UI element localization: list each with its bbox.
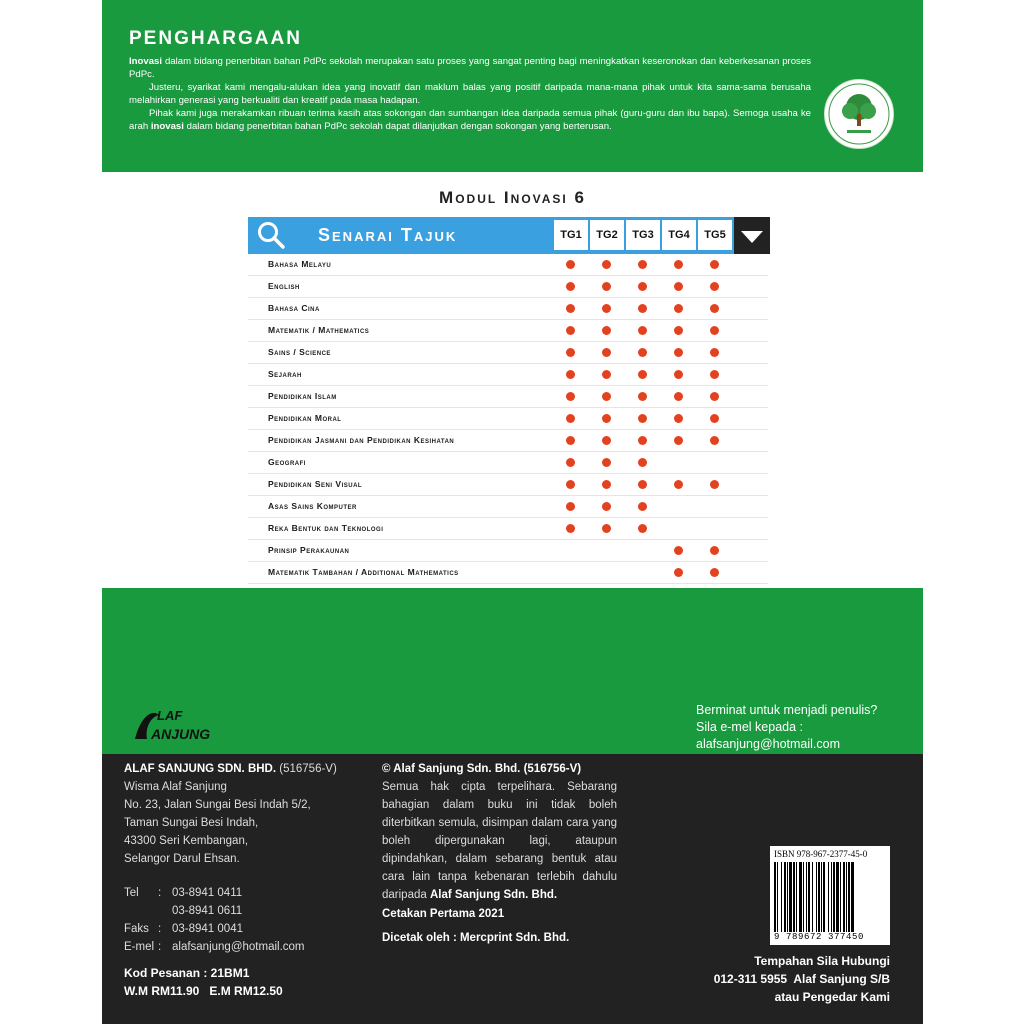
fax-row (124, 920, 305, 938)
table-row (248, 518, 768, 540)
address-line: Selangor Darul Ehsan. (124, 853, 240, 865)
subject-label: Pendidikan Islam (268, 391, 337, 401)
acknowledgement-panel (102, 0, 923, 172)
availability-dot (710, 414, 719, 423)
barcode-bar (816, 862, 817, 932)
availability-dot (566, 260, 575, 269)
topic-table-title: Senarai Tajuk (318, 225, 458, 245)
availability-dot (602, 326, 611, 335)
barcode-bar (787, 862, 788, 932)
separator: : (158, 887, 162, 899)
availability-dot (566, 502, 575, 511)
availability-dot (674, 348, 683, 357)
subject-label: Reka Bentuk dan Teknologi (268, 523, 384, 533)
availability-dot (566, 436, 575, 445)
acknowledgement-body (129, 55, 811, 133)
availability-dot (710, 348, 719, 357)
barcode-bar (823, 862, 825, 932)
availability-dot (602, 414, 611, 423)
barcode-bar (806, 862, 807, 932)
email-row (124, 938, 305, 956)
availability-dot (638, 282, 647, 291)
availability-dot (602, 436, 611, 445)
table-row (248, 562, 768, 584)
availability-dot (566, 348, 575, 357)
availability-dot (638, 436, 647, 445)
tel-label: Tel (124, 887, 139, 899)
acknowledgement-text-3b: dalam bidang penerbitan bahan PdPc sekolah dapat dilanjutkan dengan sokongan yang berterusan. (183, 121, 612, 132)
availability-dot (602, 480, 611, 489)
module-title: Modul Inovasi 6 (439, 188, 586, 207)
subject-label: Bahasa Melayu (268, 259, 332, 269)
topic-table-body (248, 254, 768, 584)
address-line: 43300 Seri Kembangan, (124, 835, 249, 847)
availability-dot (638, 524, 647, 533)
column-header-tg2: TG2 (590, 220, 624, 250)
barcode-bar (851, 862, 854, 932)
arrow-down-icon (734, 217, 770, 254)
barcode-bar (821, 862, 822, 932)
barcode-bars (774, 862, 886, 932)
acknowledgement-text-1: dalam bidang penerbitan bahan PdPc sekolah merupakan satu proses yang sangat penting bagi meningkatkan keseronokan dan keberkesanan proses PdPc. (129, 56, 811, 80)
barcode-bar (796, 862, 797, 932)
order-contact (714, 952, 890, 1006)
availability-dot (602, 370, 611, 379)
availability-dot (566, 392, 575, 401)
availability-dot (710, 392, 719, 401)
availability-dot (674, 304, 683, 313)
barcode-bar (793, 862, 795, 932)
acknowledgement-paragraph-2: Justeru, syarikat kami mengalu-alukan idea yang inovatif dan maklum balas yang positif daripada mana-mana pihak untuk kita sama-sama berusaha melahirkan generasi yang berkualiti dan kreatif pada masa hadapan. (129, 82, 811, 106)
order-price: W.M RM11.90 E.M RM12.50 (124, 984, 283, 998)
availability-dot (638, 260, 647, 269)
availability-dot (674, 436, 683, 445)
inovasi-bold: Inovasi (129, 56, 163, 67)
barcode-bar (831, 862, 832, 932)
barcode-bar (828, 862, 829, 932)
barcode-bar (840, 862, 841, 932)
fax-label: Faks (124, 923, 149, 935)
table-row (248, 364, 768, 386)
tree-seal-logo (824, 79, 894, 149)
availability-dot (638, 502, 647, 511)
separator: : (158, 941, 162, 953)
availability-dot (710, 304, 719, 313)
availability-dot (638, 370, 647, 379)
table-row (248, 408, 768, 430)
barcode-bar (774, 862, 776, 932)
subject-label: English (268, 281, 300, 291)
availability-dot (710, 370, 719, 379)
order-contact-line1: Tempahan Sila Hubungi (754, 954, 890, 968)
availability-dot (602, 502, 611, 511)
availability-dot (674, 480, 683, 489)
availability-dot (566, 370, 575, 379)
acknowledgement-paragraph-3 (129, 107, 811, 133)
table-row (248, 496, 768, 518)
barcode-bar (836, 862, 839, 932)
writer-email[interactable]: alafsanjung@hotmail.com (696, 737, 841, 751)
availability-dot (710, 436, 719, 445)
availability-dot (674, 546, 683, 555)
tel-row (124, 884, 305, 902)
isbn-label: ISBN 978-967-2377-45-0 (774, 849, 868, 859)
order-code: Kod Pesanan : 21BM1 (124, 966, 250, 980)
writer-question: Berminat untuk menjadi penulis? (696, 703, 878, 717)
subject-label: Geografi (268, 457, 306, 467)
copyright-notice (382, 760, 617, 904)
subject-label: Pendidikan Jasmani dan Pendidikan Kesihatan (268, 435, 455, 445)
topic-table (248, 217, 768, 584)
availability-dot (638, 414, 647, 423)
availability-dot (638, 304, 647, 313)
company-name-line (124, 760, 337, 778)
availability-dot (638, 348, 647, 357)
subject-label: Pendidikan Moral (268, 413, 342, 423)
writer-instruction: Sila e-mel kepada : (696, 720, 804, 734)
availability-dot (710, 568, 719, 577)
availability-dot (674, 370, 683, 379)
availability-dot (638, 392, 647, 401)
tel-number: 03-8941 0611 (172, 905, 243, 917)
search-icon (256, 220, 286, 250)
availability-dot (602, 392, 611, 401)
address-line: Taman Sungai Besi Indah, (124, 817, 259, 829)
topic-table-header (248, 217, 768, 254)
barcode-bar (781, 862, 782, 932)
availability-dot (566, 414, 575, 423)
table-row (248, 474, 768, 496)
availability-dot (710, 546, 719, 555)
separator: : (158, 923, 162, 935)
subject-label: Prinsip Perakaunan (268, 545, 350, 555)
copyright-text (382, 778, 617, 904)
first-printing: Cetakan Pertama 2021 (382, 908, 505, 920)
tel-row (124, 902, 305, 920)
availability-dot (674, 392, 683, 401)
barcode-bar (777, 862, 778, 932)
availability-dot (602, 260, 611, 269)
availability-dot (602, 282, 611, 291)
column-header-tg3: TG3 (626, 220, 660, 250)
availability-dot (674, 568, 683, 577)
barcode-bar (808, 862, 810, 932)
contact-numbers (124, 884, 305, 956)
subject-label: Sains / Science (268, 347, 331, 357)
subject-label: Pendidikan Seni Visual (268, 479, 363, 489)
column-header-tg4: TG4 (662, 220, 696, 250)
book-back-cover (102, 0, 923, 1024)
copyright-body: Semua hak cipta terpelihara. Sebarang bahagian dalam buku ini tidak boleh diterbitkan semula, disimpan dalam cara yang boleh dipergunakan lagi, ataupun dipindahkan, dalam sebarang bentuk atau cara lain tanpa kebenaran terlebih dahulu daripada (382, 781, 617, 901)
availability-dot (602, 524, 611, 533)
acknowledgement-paragraph-1 (129, 55, 811, 81)
availability-dot (602, 348, 611, 357)
table-row (248, 276, 768, 298)
subject-label: Matematik Tambahan / Additional Mathematics (268, 567, 459, 577)
barcode-bar (818, 862, 820, 932)
column-header-tg5: TG5 (698, 220, 732, 250)
barcode-bar (846, 862, 847, 932)
availability-dot (674, 260, 683, 269)
svg-text:ANJUNG: ANJUNG (151, 726, 211, 742)
svg-text:LAF: LAF (157, 708, 183, 723)
table-row (248, 298, 768, 320)
availability-dot (602, 304, 611, 313)
availability-dot (710, 326, 719, 335)
availability-dot (566, 480, 575, 489)
company-reg: (516756-V) (276, 763, 337, 775)
order-contact-line2: 012-311 5955 Alaf Sanjung S/B (713, 972, 890, 986)
availability-dot (674, 414, 683, 423)
isbn-digits: 9 789672 377450 (774, 932, 865, 942)
email-label: E-mel (124, 941, 155, 953)
availability-dot (674, 326, 683, 335)
acknowledgement-text-3a: Pihak kami juga merakamkan ribuan terima kasih atas sokongan dan sumbangan idea daripada semua pihak (guru-guru dan ibu bapa). Semoga usaha ke arah (129, 108, 811, 132)
copyright-owner: Alaf Sanjung Sdn. Bhd. (429, 889, 558, 901)
address-line: No. 23, Jalan Sungai Besi Indah 5/2, (124, 799, 311, 811)
availability-dot (566, 304, 575, 313)
availability-dot (566, 524, 575, 533)
availability-dot (710, 260, 719, 269)
availability-dot (638, 480, 647, 489)
copyright-heading: © Alaf Sanjung Sdn. Bhd. (516756-V) (382, 763, 582, 775)
availability-dot (566, 326, 575, 335)
barcode-bar (833, 862, 835, 932)
isbn-barcode (770, 846, 890, 945)
acknowledgement-title: PENGHARGAAN (129, 28, 302, 49)
barcode-bar (803, 862, 804, 932)
table-row (248, 452, 768, 474)
order-contact-line3: atau Pengedar Kami (774, 990, 890, 1004)
availability-dot (638, 326, 647, 335)
barcode-bar (799, 862, 802, 932)
barcode-bar (848, 862, 850, 932)
availability-dot (674, 282, 683, 291)
table-row (248, 540, 768, 562)
company-info (124, 760, 337, 868)
column-header-tg1: TG1 (554, 220, 588, 250)
tel-number: 03-8941 0411 (172, 887, 243, 899)
table-row (248, 430, 768, 452)
availability-dot (710, 480, 719, 489)
barcode-bar (843, 862, 845, 932)
barcode-bar (784, 862, 786, 932)
company-name: ALAF SANJUNG SDN. BHD. (124, 763, 277, 775)
subject-label: Matematik / Mathematics (268, 325, 370, 335)
table-row (248, 342, 768, 364)
table-row (248, 320, 768, 342)
table-row (248, 254, 768, 276)
order-info (124, 964, 283, 1000)
barcode-bar (812, 862, 813, 932)
fax-number: 03-8941 0041 (172, 923, 243, 935)
availability-dot (566, 458, 575, 467)
availability-dot (566, 282, 575, 291)
writer-invitation (696, 702, 877, 753)
company-email[interactable]: alafsanjung@hotmail.com (172, 941, 305, 953)
printed-by: Dicetak oleh : Mercprint Sdn. Bhd. (382, 932, 570, 944)
inovasi-bold-2: inovasi (150, 121, 184, 132)
availability-dot (602, 458, 611, 467)
table-row (248, 386, 768, 408)
barcode-bar (789, 862, 792, 932)
address-line: Wisma Alaf Sanjung (124, 781, 227, 793)
subject-label: Asas Sains Komputer (268, 501, 357, 511)
subject-label: Sejarah (268, 369, 302, 379)
alaf-sanjung-logo (129, 705, 229, 745)
availability-dot (710, 282, 719, 291)
availability-dot (638, 458, 647, 467)
subject-label: Bahasa Cina (268, 303, 320, 313)
